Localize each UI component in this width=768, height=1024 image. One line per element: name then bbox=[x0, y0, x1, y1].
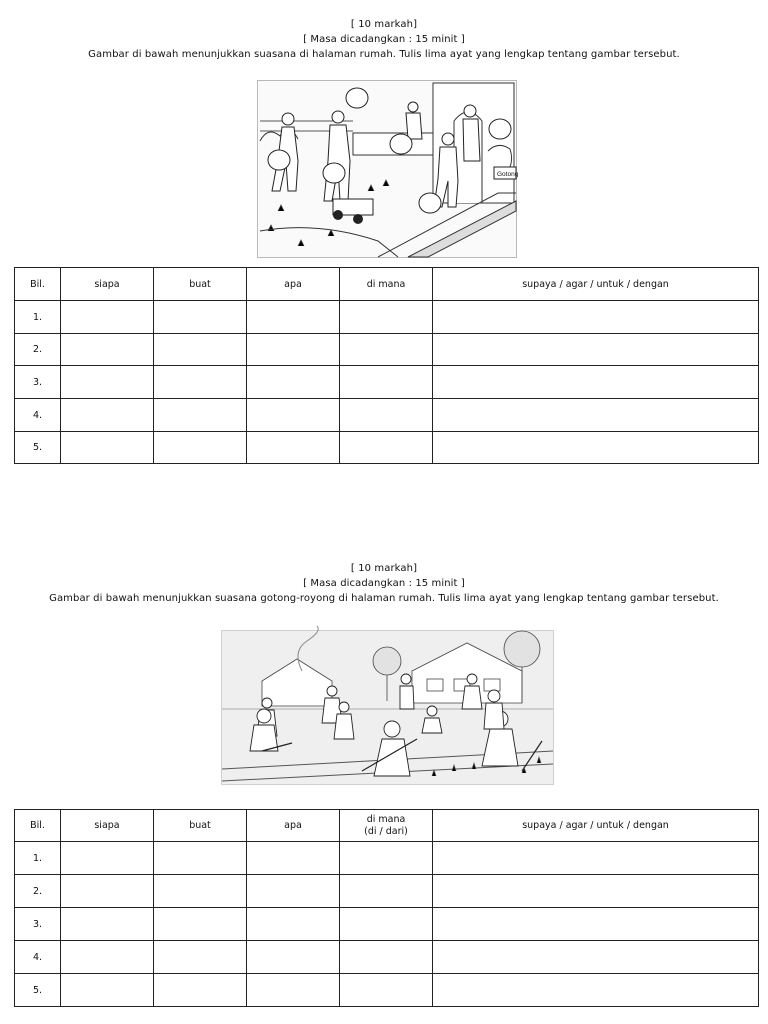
answer-cell[interactable] bbox=[247, 366, 340, 399]
answer-cell[interactable] bbox=[154, 399, 247, 432]
answer-cell[interactable] bbox=[340, 842, 433, 875]
answer-cell[interactable] bbox=[433, 908, 759, 941]
header-siapa: siapa bbox=[61, 810, 154, 842]
answer-cell[interactable] bbox=[247, 842, 340, 875]
answer-cell[interactable] bbox=[433, 974, 759, 1007]
marks-label: [ 10 markah] bbox=[350, 19, 418, 30]
answer-cell[interactable] bbox=[61, 908, 154, 941]
marks-label: [ 10 markah] bbox=[350, 563, 418, 574]
answer-cell[interactable] bbox=[433, 941, 759, 974]
answer-cell[interactable] bbox=[433, 875, 759, 908]
answer-cell[interactable] bbox=[433, 842, 759, 875]
answer-cell[interactable] bbox=[154, 875, 247, 908]
row-number: 2. bbox=[15, 875, 61, 908]
header-apa: apa bbox=[247, 810, 340, 842]
answer-cell[interactable] bbox=[247, 941, 340, 974]
answer-cell[interactable] bbox=[247, 875, 340, 908]
row-number: 1. bbox=[15, 842, 61, 875]
answer-cell[interactable] bbox=[340, 399, 433, 432]
answer-table-1 bbox=[14, 267, 759, 464]
answer-cell[interactable] bbox=[154, 974, 247, 1007]
header-di-mana: di mana bbox=[340, 268, 433, 301]
table-row bbox=[15, 842, 759, 875]
answer-cell[interactable] bbox=[154, 432, 247, 464]
instruction-text: Gambar di bawah menunjukkan suasana gotong-royong di halaman rumah. Tulis lima ayat yang lengkap tentang gambar tersebut. bbox=[49, 593, 719, 604]
time-label: [ Masa dicadangkan : 15 minit ] bbox=[303, 578, 465, 589]
answer-cell[interactable] bbox=[433, 366, 759, 399]
table-row bbox=[15, 301, 759, 334]
answer-cell[interactable] bbox=[61, 974, 154, 1007]
table-row bbox=[15, 875, 759, 908]
answer-cell[interactable] bbox=[154, 366, 247, 399]
header-di-mana-sub: (di / dari) bbox=[364, 825, 408, 837]
header-di-mana bbox=[340, 810, 433, 842]
header-bil: Bil. bbox=[15, 268, 61, 301]
table-row bbox=[15, 366, 759, 399]
row-number: 3. bbox=[15, 366, 61, 399]
row-number: 2. bbox=[15, 334, 61, 366]
row-number: 5. bbox=[15, 432, 61, 464]
gotong-royong-drawing bbox=[222, 631, 553, 784]
answer-cell[interactable] bbox=[154, 334, 247, 366]
row-number: 5. bbox=[15, 974, 61, 1007]
answer-cell[interactable] bbox=[247, 974, 340, 1007]
answer-cell[interactable] bbox=[61, 366, 154, 399]
answer-cell[interactable] bbox=[433, 432, 759, 464]
answer-cell[interactable] bbox=[340, 301, 433, 334]
answer-cell[interactable] bbox=[154, 941, 247, 974]
answer-cell[interactable] bbox=[154, 301, 247, 334]
header-apa: apa bbox=[247, 268, 340, 301]
answer-cell[interactable] bbox=[154, 908, 247, 941]
answer-cell[interactable] bbox=[61, 301, 154, 334]
answer-cell[interactable] bbox=[61, 399, 154, 432]
answer-cell[interactable] bbox=[340, 941, 433, 974]
answer-cell[interactable] bbox=[433, 301, 759, 334]
answer-cell[interactable] bbox=[340, 974, 433, 1007]
sign-label: Gotong bbox=[497, 171, 519, 178]
answer-cell[interactable] bbox=[61, 875, 154, 908]
row-number: 3. bbox=[15, 908, 61, 941]
answer-cell[interactable] bbox=[340, 875, 433, 908]
answer-cell[interactable] bbox=[247, 432, 340, 464]
table-row bbox=[15, 908, 759, 941]
exercise-2 bbox=[0, 561, 768, 606]
garden-drawing bbox=[258, 81, 519, 257]
header-siapa: siapa bbox=[61, 268, 154, 301]
gotong-royong-illustration bbox=[221, 630, 554, 785]
answer-cell[interactable] bbox=[247, 301, 340, 334]
answer-cell[interactable] bbox=[61, 842, 154, 875]
answer-cell[interactable] bbox=[154, 842, 247, 875]
table-row bbox=[15, 432, 759, 464]
answer-cell[interactable] bbox=[433, 399, 759, 432]
answer-table-2 bbox=[14, 809, 759, 1007]
table-header-row bbox=[15, 810, 759, 842]
table-row bbox=[15, 974, 759, 1007]
table-header-row bbox=[15, 268, 759, 301]
garden-illustration bbox=[257, 80, 517, 258]
exercise-1 bbox=[0, 17, 768, 62]
answer-cell[interactable] bbox=[247, 399, 340, 432]
table-row bbox=[15, 941, 759, 974]
header-di-mana-label: di mana bbox=[366, 813, 406, 825]
row-number: 1. bbox=[15, 301, 61, 334]
instruction-text: Gambar di bawah menunjukkan suasana di halaman rumah. Tulis lima ayat yang lengkap tentang gambar tersebut. bbox=[88, 49, 680, 60]
time-label: [ Masa dicadangkan : 15 minit ] bbox=[303, 34, 465, 45]
answer-cell[interactable] bbox=[340, 908, 433, 941]
header-supaya: supaya / agar / untuk / dengan bbox=[433, 810, 759, 842]
header-buat: buat bbox=[154, 810, 247, 842]
answer-cell[interactable] bbox=[247, 334, 340, 366]
table-row bbox=[15, 399, 759, 432]
answer-cell[interactable] bbox=[433, 334, 759, 366]
answer-cell[interactable] bbox=[247, 908, 340, 941]
header-bil: Bil. bbox=[15, 810, 61, 842]
answer-cell[interactable] bbox=[61, 432, 154, 464]
answer-cell[interactable] bbox=[340, 432, 433, 464]
header-supaya: supaya / agar / untuk / dengan bbox=[433, 268, 759, 301]
header-buat: buat bbox=[154, 268, 247, 301]
answer-cell[interactable] bbox=[61, 334, 154, 366]
answer-cell[interactable] bbox=[61, 941, 154, 974]
answer-cell[interactable] bbox=[340, 366, 433, 399]
table-row bbox=[15, 334, 759, 366]
answer-cell[interactable] bbox=[340, 334, 433, 366]
row-number: 4. bbox=[15, 941, 61, 974]
row-number: 4. bbox=[15, 399, 61, 432]
